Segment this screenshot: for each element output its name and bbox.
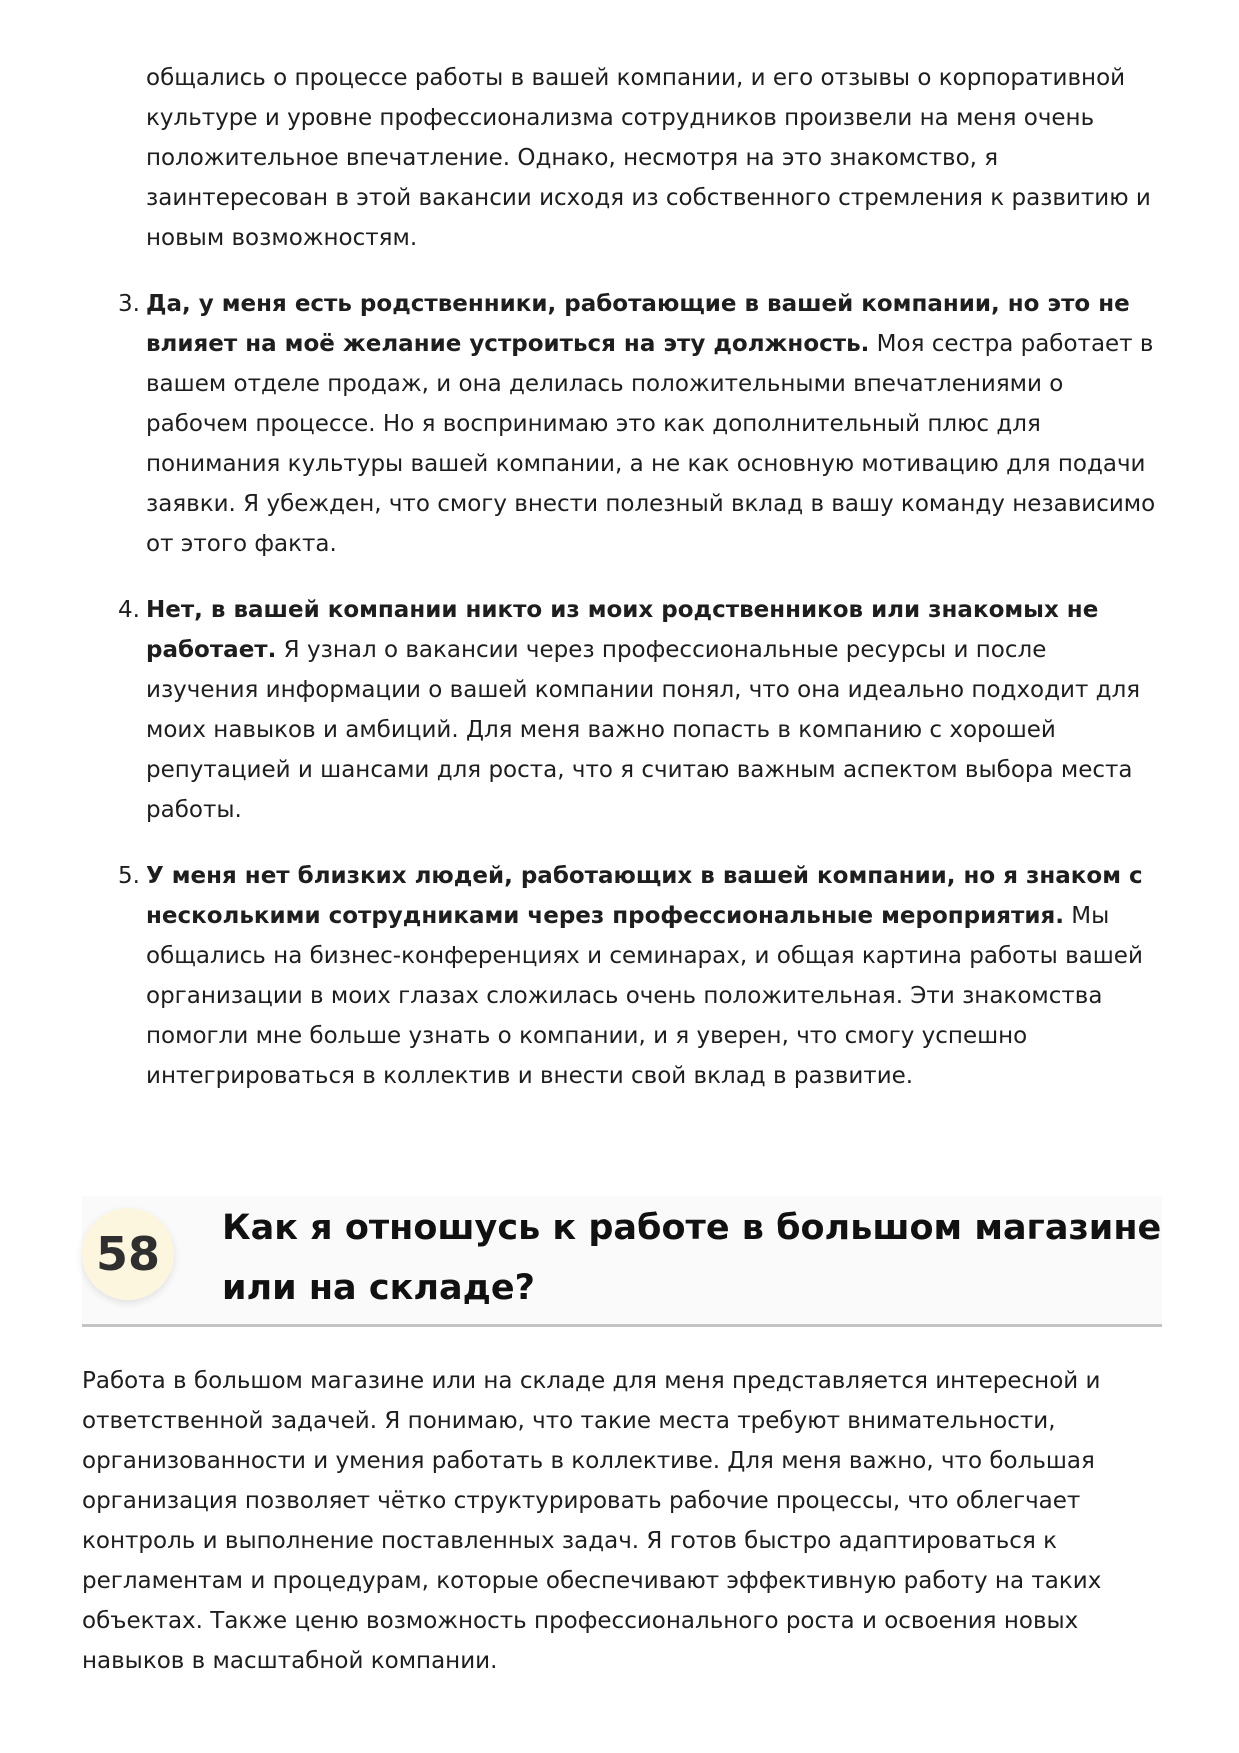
- list-item-text: Моя сестра работает в вашем отделе продаж, и она делилась положительными впечатлениями о рабочем процессе. Но я воспринимаю это как дополнительный плюс для понимания культуры вашей компании, а не как основную мотивацию для подачи заявки. Я убежден, что смогу внести полезный вклад в вашу команду независимо от этого факта.: [146, 331, 1156, 557]
- list-item-text: Мы общались на бизнес-конференциях и семинарах, и общая картина работы вашей организации в моих глазах сложилась очень положительная. Эти знакомства помогли мне больше узнать о компании, и я уверен, что смогу успешно интегрироваться в коллектив и внести свой вклад в развитие.: [146, 903, 1143, 1089]
- list-item-text: Я узнал о вакансии через профессиональные ресурсы и после изучения информации о вашей компании понял, что она идеально подходит для моих навыков и амбиций. Для меня важно попасть в компанию с хорошей репутацией и шансами для роста, что я считаю важным аспектом выбора места работы.: [146, 637, 1141, 823]
- question-number-badge: 58: [82, 1208, 174, 1300]
- list-item-number: 3.: [118, 291, 140, 317]
- question-title: Как я отношусь к работе в большом магазине или на складе?: [222, 1208, 1162, 1308]
- list-item-number: 4.: [118, 597, 140, 623]
- list-item-bold-lead: У меня нет близких людей, работающих в вашей компании, но я знаком с несколькими сотрудниками через профессиональные мероприятия.: [146, 863, 1143, 929]
- list-item: [118, 856, 1166, 1096]
- question-heading: [82, 1196, 1162, 1327]
- list-item: [118, 590, 1166, 830]
- list-item-bold-lead: Нет, в вашей компании никто из моих родственников или знакомых не работает.: [146, 597, 1099, 663]
- answer-options-list: [118, 284, 1166, 1122]
- list-item: [118, 284, 1166, 564]
- list-item-bold-lead: Да, у меня есть родственники, работающие в вашей компании, но это не влияет на моё желание устроиться на эту должность.: [146, 291, 1130, 357]
- list-item-number: 5.: [118, 863, 140, 889]
- continuation-paragraph: общались о процессе работы в вашей компании, и его отзывы о корпоративной культуре и уровне профессионализма сотрудников произвели на меня очень положительное впечатление. Однако, несмотря на это знакомство, я заинтересован в этой вакансии исходя из собственного стремления к развитию и новым возможностям.: [146, 65, 1151, 251]
- answer-paragraph: Работа в большом магазине или на складе для меня представляется интересной и ответственной задачей. Я понимаю, что такие места требуют внимательности, организованности и умения работать в коллективе. Для меня важно, что большая организация позволяет чётко структурировать рабочие процессы, что облегчает контроль и выполнение поставленных задач. Я готов быстро адаптироваться к регламентам и процедурам, которые обеспечивают эффективную работу на таких объектах. Также ценю возможность профессионального роста и освоения новых навыков в масштабной компании.: [82, 1368, 1102, 1674]
